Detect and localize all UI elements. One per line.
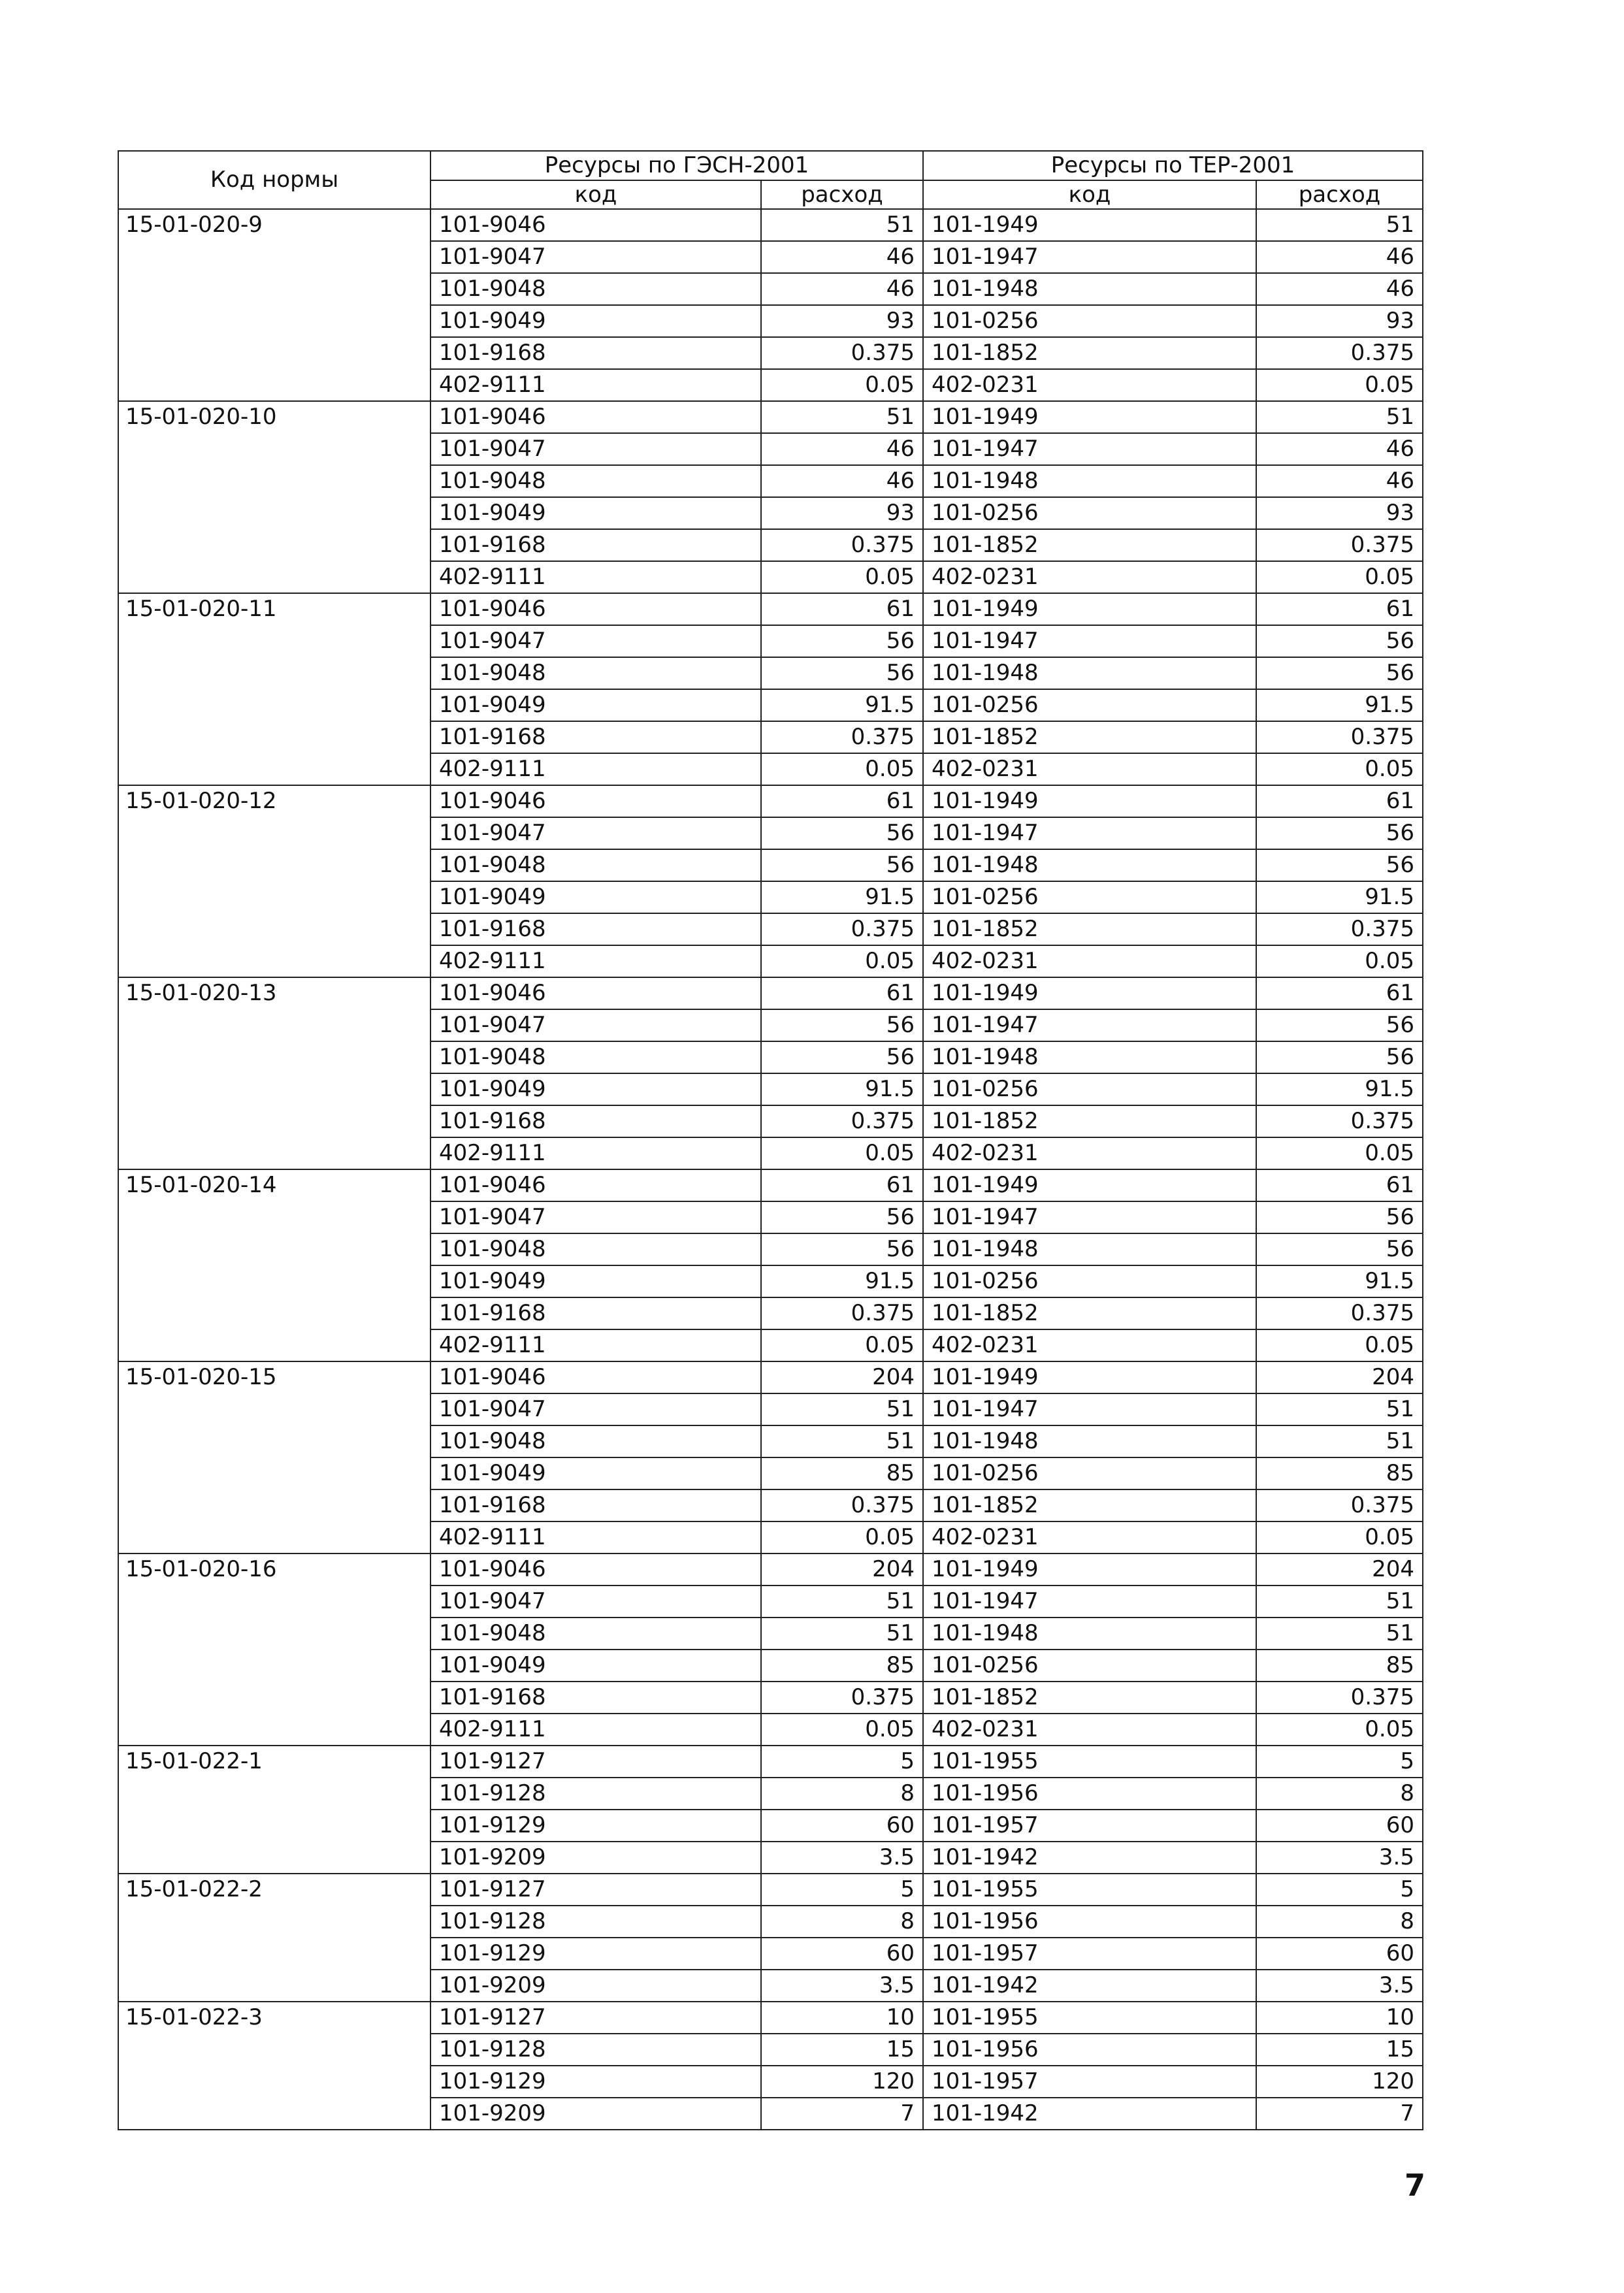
ter-consumption-cell: 51 [1256, 1393, 1423, 1425]
gesn-consumption-cell: 46 [761, 241, 923, 273]
gesn-consumption-cell: 0.05 [761, 945, 923, 977]
gesn-code-cell: 101-9168 [430, 529, 761, 561]
ter-code-cell: 101-0256 [923, 497, 1256, 529]
gesn-consumption-cell: 61 [761, 977, 923, 1009]
gesn-code-cell: 101-9046 [430, 209, 761, 241]
ter-consumption-cell: 51 [1256, 209, 1423, 241]
ter-consumption-cell: 0.05 [1256, 1521, 1423, 1553]
ter-consumption-cell: 56 [1256, 1201, 1423, 1233]
gesn-consumption-cell: 61 [761, 785, 923, 817]
gesn-code-cell: 101-9168 [430, 721, 761, 753]
gesn-consumption-cell: 91.5 [761, 1265, 923, 1297]
table-row [118, 209, 1423, 241]
ter-consumption-cell: 46 [1256, 433, 1423, 465]
gesn-consumption-cell: 3.5 [761, 1970, 923, 2002]
gesn-consumption-cell: 91.5 [761, 689, 923, 721]
ter-code-cell: 402-0231 [923, 1137, 1256, 1169]
header-gesn-consumption: расход [761, 180, 923, 209]
gesn-code-cell: 101-9127 [430, 2002, 761, 2034]
header-gesn-code: код [430, 180, 761, 209]
ter-code-cell: 101-1852 [923, 1105, 1256, 1137]
gesn-code-cell: 101-9046 [430, 785, 761, 817]
table-row [118, 1169, 1423, 1201]
ter-consumption-cell: 60 [1256, 1810, 1423, 1842]
table-row [118, 401, 1423, 433]
ter-code-cell: 101-1957 [923, 1810, 1256, 1842]
ter-code-cell: 101-1947 [923, 1393, 1256, 1425]
ter-code-cell: 101-1947 [923, 1009, 1256, 1041]
ter-code-cell: 101-1852 [923, 913, 1256, 945]
gesn-consumption-cell: 51 [761, 1393, 923, 1425]
gesn-code-cell: 402-9111 [430, 1521, 761, 1553]
gesn-consumption-cell: 51 [761, 1618, 923, 1650]
ter-consumption-cell: 5 [1256, 1746, 1423, 1778]
ter-code-cell: 101-1956 [923, 1906, 1256, 1938]
ter-code-cell: 101-1852 [923, 337, 1256, 369]
table-row [118, 1874, 1423, 1906]
gesn-consumption-cell: 0.05 [761, 369, 923, 401]
gesn-code-cell: 101-9209 [430, 1970, 761, 2002]
gesn-code-cell: 101-9047 [430, 625, 761, 657]
ter-code-cell: 101-1947 [923, 625, 1256, 657]
gesn-consumption-cell: 56 [761, 1041, 923, 1073]
gesn-code-cell: 101-9129 [430, 2066, 761, 2098]
gesn-code-cell: 101-9047 [430, 241, 761, 273]
ter-consumption-cell: 204 [1256, 1553, 1423, 1586]
norm-code-cell: 15-01-020-15 [118, 1361, 430, 1553]
ter-consumption-cell: 0.375 [1256, 913, 1423, 945]
ter-code-cell: 101-1947 [923, 1201, 1256, 1233]
table-row [118, 977, 1423, 1009]
ter-consumption-cell: 0.05 [1256, 1137, 1423, 1169]
gesn-consumption-cell: 15 [761, 2034, 923, 2066]
ter-consumption-cell: 56 [1256, 1041, 1423, 1073]
ter-code-cell: 402-0231 [923, 1521, 1256, 1553]
ter-consumption-cell: 0.375 [1256, 1297, 1423, 1329]
gesn-consumption-cell: 7 [761, 2098, 923, 2130]
gesn-consumption-cell: 8 [761, 1778, 923, 1810]
ter-consumption-cell: 0.375 [1256, 337, 1423, 369]
gesn-code-cell: 101-9046 [430, 1169, 761, 1201]
table-row [118, 593, 1423, 625]
ter-code-cell: 101-1947 [923, 817, 1256, 849]
gesn-code-cell: 101-9047 [430, 817, 761, 849]
gesn-code-cell: 101-9127 [430, 1874, 761, 1906]
ter-consumption-cell: 46 [1256, 273, 1423, 305]
ter-code-cell: 402-0231 [923, 369, 1256, 401]
ter-consumption-cell: 0.375 [1256, 1105, 1423, 1137]
gesn-consumption-cell: 85 [761, 1650, 923, 1682]
ter-consumption-cell: 93 [1256, 305, 1423, 337]
norm-code-cell: 15-01-020-12 [118, 785, 430, 977]
gesn-code-cell: 101-9046 [430, 401, 761, 433]
gesn-code-cell: 402-9111 [430, 753, 761, 785]
ter-code-cell: 101-1852 [923, 1682, 1256, 1714]
gesn-code-cell: 101-9046 [430, 1361, 761, 1393]
ter-code-cell: 402-0231 [923, 1329, 1256, 1361]
norm-code-cell: 15-01-022-1 [118, 1746, 430, 1874]
gesn-code-cell: 402-9111 [430, 1329, 761, 1361]
gesn-code-cell: 101-9048 [430, 849, 761, 881]
ter-consumption-cell: 120 [1256, 2066, 1423, 2098]
gesn-code-cell: 101-9049 [430, 1457, 761, 1489]
norm-code-cell: 15-01-020-13 [118, 977, 430, 1169]
gesn-consumption-cell: 0.05 [761, 1137, 923, 1169]
ter-code-cell: 101-1957 [923, 1938, 1256, 1970]
ter-code-cell: 101-0256 [923, 1457, 1256, 1489]
gesn-consumption-cell: 0.375 [761, 1297, 923, 1329]
ter-consumption-cell: 61 [1256, 1169, 1423, 1201]
table-row [118, 1361, 1423, 1393]
gesn-consumption-cell: 56 [761, 849, 923, 881]
gesn-code-cell: 101-9047 [430, 1201, 761, 1233]
ter-consumption-cell: 46 [1256, 241, 1423, 273]
gesn-consumption-cell: 91.5 [761, 1073, 923, 1105]
header-ter-consumption: расход [1256, 180, 1423, 209]
gesn-code-cell: 101-9048 [430, 465, 761, 497]
ter-consumption-cell: 51 [1256, 401, 1423, 433]
ter-consumption-cell: 91.5 [1256, 1265, 1423, 1297]
ter-consumption-cell: 56 [1256, 1009, 1423, 1041]
gesn-consumption-cell: 61 [761, 593, 923, 625]
gesn-consumption-cell: 56 [761, 1201, 923, 1233]
ter-code-cell: 101-1949 [923, 1169, 1256, 1201]
gesn-code-cell: 101-9049 [430, 1265, 761, 1297]
gesn-code-cell: 101-9168 [430, 337, 761, 369]
gesn-consumption-cell: 60 [761, 1938, 923, 1970]
gesn-code-cell: 101-9047 [430, 433, 761, 465]
gesn-code-cell: 101-9168 [430, 913, 761, 945]
ter-code-cell: 101-1852 [923, 529, 1256, 561]
gesn-consumption-cell: 51 [761, 401, 923, 433]
gesn-code-cell: 101-9048 [430, 273, 761, 305]
ter-consumption-cell: 56 [1256, 849, 1423, 881]
ter-code-cell: 101-1948 [923, 273, 1256, 305]
ter-code-cell: 101-1949 [923, 593, 1256, 625]
header-gesn-resources: Ресурсы по ГЭСН-2001 [430, 151, 923, 180]
header-ter-code: код [923, 180, 1256, 209]
ter-consumption-cell: 0.05 [1256, 369, 1423, 401]
gesn-code-cell: 402-9111 [430, 561, 761, 593]
gesn-code-cell: 101-9049 [430, 497, 761, 529]
ter-code-cell: 402-0231 [923, 1714, 1256, 1746]
ter-code-cell: 101-1948 [923, 1041, 1256, 1073]
ter-consumption-cell: 61 [1256, 593, 1423, 625]
header-row-1 [118, 151, 1423, 180]
ter-code-cell: 101-1955 [923, 2002, 1256, 2034]
ter-consumption-cell: 8 [1256, 1778, 1423, 1810]
ter-consumption-cell: 3.5 [1256, 1970, 1423, 2002]
gesn-code-cell: 101-9128 [430, 1906, 761, 1938]
gesn-code-cell: 101-9168 [430, 1297, 761, 1329]
gesn-code-cell: 101-9047 [430, 1009, 761, 1041]
gesn-code-cell: 101-9127 [430, 1746, 761, 1778]
resources-table [118, 150, 1423, 2130]
ter-code-cell: 101-0256 [923, 881, 1256, 913]
ter-code-cell: 101-1956 [923, 1778, 1256, 1810]
norm-code-cell: 15-01-022-2 [118, 1874, 430, 2002]
ter-code-cell: 101-1949 [923, 977, 1256, 1009]
header-norm-code: Код нормы [118, 151, 430, 209]
ter-code-cell: 101-1942 [923, 1842, 1256, 1874]
gesn-consumption-cell: 0.05 [761, 1521, 923, 1553]
table-row [118, 1746, 1423, 1778]
ter-code-cell: 101-1949 [923, 785, 1256, 817]
gesn-consumption-cell: 0.375 [761, 1682, 923, 1714]
ter-code-cell: 101-1949 [923, 1553, 1256, 1586]
ter-consumption-cell: 0.05 [1256, 561, 1423, 593]
ter-consumption-cell: 0.375 [1256, 1489, 1423, 1521]
ter-code-cell: 101-1948 [923, 465, 1256, 497]
gesn-code-cell: 101-9209 [430, 1842, 761, 1874]
norm-code-cell: 15-01-020-11 [118, 593, 430, 785]
ter-code-cell: 101-1956 [923, 2034, 1256, 2066]
table-body [118, 209, 1423, 2130]
ter-code-cell: 101-1948 [923, 849, 1256, 881]
ter-code-cell: 101-1947 [923, 433, 1256, 465]
ter-consumption-cell: 93 [1256, 497, 1423, 529]
gesn-consumption-cell: 0.05 [761, 753, 923, 785]
gesn-consumption-cell: 204 [761, 1361, 923, 1393]
gesn-consumption-cell: 0.05 [761, 1714, 923, 1746]
norm-code-cell: 15-01-022-3 [118, 2002, 430, 2130]
gesn-code-cell: 101-9168 [430, 1105, 761, 1137]
gesn-code-cell: 101-9048 [430, 1618, 761, 1650]
gesn-code-cell: 402-9111 [430, 1137, 761, 1169]
gesn-code-cell: 101-9129 [430, 1938, 761, 1970]
ter-consumption-cell: 0.375 [1256, 529, 1423, 561]
ter-consumption-cell: 61 [1256, 785, 1423, 817]
table-row [118, 1553, 1423, 1586]
ter-code-cell: 101-1852 [923, 1489, 1256, 1521]
ter-code-cell: 101-1948 [923, 1425, 1256, 1457]
ter-code-cell: 101-0256 [923, 1650, 1256, 1682]
ter-code-cell: 101-1852 [923, 721, 1256, 753]
gesn-code-cell: 402-9111 [430, 1714, 761, 1746]
ter-code-cell: 101-1948 [923, 1618, 1256, 1650]
ter-consumption-cell: 0.05 [1256, 1714, 1423, 1746]
ter-consumption-cell: 5 [1256, 1874, 1423, 1906]
header-ter-resources: Ресурсы по ТЕР-2001 [923, 151, 1423, 180]
gesn-code-cell: 101-9128 [430, 1778, 761, 1810]
gesn-consumption-cell: 0.375 [761, 529, 923, 561]
gesn-code-cell: 101-9046 [430, 1553, 761, 1586]
ter-code-cell: 101-1942 [923, 2098, 1256, 2130]
ter-consumption-cell: 61 [1256, 977, 1423, 1009]
ter-consumption-cell: 7 [1256, 2098, 1423, 2130]
gesn-code-cell: 101-9046 [430, 593, 761, 625]
ter-consumption-cell: 0.375 [1256, 1682, 1423, 1714]
ter-code-cell: 402-0231 [923, 561, 1256, 593]
ter-code-cell: 101-1942 [923, 1970, 1256, 2002]
ter-code-cell: 101-1955 [923, 1746, 1256, 1778]
ter-consumption-cell: 91.5 [1256, 881, 1423, 913]
ter-code-cell: 101-1955 [923, 1874, 1256, 1906]
gesn-consumption-cell: 5 [761, 1746, 923, 1778]
norm-code-cell: 15-01-020-10 [118, 401, 430, 593]
gesn-code-cell: 101-9046 [430, 977, 761, 1009]
ter-consumption-cell: 0.05 [1256, 753, 1423, 785]
ter-consumption-cell: 0.05 [1256, 1329, 1423, 1361]
gesn-consumption-cell: 0.375 [761, 913, 923, 945]
ter-code-cell: 101-1948 [923, 1233, 1256, 1265]
ter-code-cell: 101-1947 [923, 241, 1256, 273]
ter-consumption-cell: 91.5 [1256, 689, 1423, 721]
ter-code-cell: 101-0256 [923, 1073, 1256, 1105]
gesn-consumption-cell: 0.05 [761, 1329, 923, 1361]
ter-consumption-cell: 91.5 [1256, 1073, 1423, 1105]
ter-code-cell: 101-1947 [923, 1586, 1256, 1618]
gesn-consumption-cell: 46 [761, 273, 923, 305]
gesn-consumption-cell: 5 [761, 1874, 923, 1906]
gesn-code-cell: 101-9209 [430, 2098, 761, 2130]
gesn-consumption-cell: 0.375 [761, 721, 923, 753]
gesn-consumption-cell: 0.05 [761, 561, 923, 593]
gesn-consumption-cell: 46 [761, 465, 923, 497]
ter-code-cell: 101-1852 [923, 1297, 1256, 1329]
ter-code-cell: 101-0256 [923, 1265, 1256, 1297]
gesn-code-cell: 101-9128 [430, 2034, 761, 2066]
norm-code-cell: 15-01-020-14 [118, 1169, 430, 1361]
gesn-consumption-cell: 56 [761, 625, 923, 657]
ter-code-cell: 101-1948 [923, 657, 1256, 689]
gesn-consumption-cell: 56 [761, 817, 923, 849]
ter-consumption-cell: 51 [1256, 1618, 1423, 1650]
ter-consumption-cell: 56 [1256, 817, 1423, 849]
gesn-consumption-cell: 0.375 [761, 337, 923, 369]
ter-consumption-cell: 51 [1256, 1425, 1423, 1457]
ter-code-cell: 402-0231 [923, 945, 1256, 977]
ter-consumption-cell: 15 [1256, 2034, 1423, 2066]
gesn-consumption-cell: 46 [761, 433, 923, 465]
gesn-code-cell: 101-9168 [430, 1682, 761, 1714]
table-row [118, 785, 1423, 817]
page-number: 7 [1405, 2168, 1426, 2203]
gesn-code-cell: 101-9049 [430, 1650, 761, 1682]
gesn-code-cell: 101-9048 [430, 1425, 761, 1457]
ter-consumption-cell: 56 [1256, 657, 1423, 689]
ter-consumption-cell: 56 [1256, 625, 1423, 657]
ter-consumption-cell: 8 [1256, 1906, 1423, 1938]
ter-consumption-cell: 0.375 [1256, 721, 1423, 753]
ter-code-cell: 402-0231 [923, 753, 1256, 785]
gesn-code-cell: 402-9111 [430, 369, 761, 401]
norm-code-cell: 15-01-020-9 [118, 209, 430, 401]
gesn-consumption-cell: 56 [761, 1233, 923, 1265]
gesn-consumption-cell: 60 [761, 1810, 923, 1842]
norm-code-cell: 15-01-020-16 [118, 1553, 430, 1746]
gesn-code-cell: 101-9047 [430, 1393, 761, 1425]
ter-consumption-cell: 85 [1256, 1650, 1423, 1682]
gesn-consumption-cell: 51 [761, 1425, 923, 1457]
gesn-consumption-cell: 56 [761, 657, 923, 689]
ter-consumption-cell: 51 [1256, 1586, 1423, 1618]
ter-code-cell: 101-1949 [923, 401, 1256, 433]
gesn-consumption-cell: 91.5 [761, 881, 923, 913]
gesn-consumption-cell: 0.375 [761, 1105, 923, 1137]
gesn-code-cell: 101-9047 [430, 1586, 761, 1618]
gesn-consumption-cell: 3.5 [761, 1842, 923, 1874]
gesn-consumption-cell: 10 [761, 2002, 923, 2034]
ter-consumption-cell: 60 [1256, 1938, 1423, 1970]
gesn-consumption-cell: 61 [761, 1169, 923, 1201]
gesn-code-cell: 101-9048 [430, 1041, 761, 1073]
gesn-consumption-cell: 85 [761, 1457, 923, 1489]
ter-consumption-cell: 56 [1256, 1233, 1423, 1265]
ter-consumption-cell: 85 [1256, 1457, 1423, 1489]
ter-consumption-cell: 3.5 [1256, 1842, 1423, 1874]
gesn-code-cell: 101-9049 [430, 1073, 761, 1105]
ter-code-cell: 101-1957 [923, 2066, 1256, 2098]
gesn-code-cell: 101-9049 [430, 689, 761, 721]
gesn-consumption-cell: 93 [761, 497, 923, 529]
gesn-code-cell: 101-9049 [430, 305, 761, 337]
ter-code-cell: 101-1949 [923, 1361, 1256, 1393]
ter-consumption-cell: 204 [1256, 1361, 1423, 1393]
gesn-consumption-cell: 93 [761, 305, 923, 337]
ter-code-cell: 101-0256 [923, 305, 1256, 337]
gesn-code-cell: 402-9111 [430, 945, 761, 977]
gesn-code-cell: 101-9168 [430, 1489, 761, 1521]
gesn-consumption-cell: 120 [761, 2066, 923, 2098]
ter-consumption-cell: 10 [1256, 2002, 1423, 2034]
gesn-consumption-cell: 204 [761, 1553, 923, 1586]
ter-consumption-cell: 46 [1256, 465, 1423, 497]
gesn-consumption-cell: 56 [761, 1009, 923, 1041]
gesn-code-cell: 101-9049 [430, 881, 761, 913]
gesn-code-cell: 101-9129 [430, 1810, 761, 1842]
gesn-consumption-cell: 51 [761, 209, 923, 241]
gesn-code-cell: 101-9048 [430, 1233, 761, 1265]
ter-code-cell: 101-1949 [923, 209, 1256, 241]
table-row [118, 2002, 1423, 2034]
ter-code-cell: 101-0256 [923, 689, 1256, 721]
gesn-consumption-cell: 51 [761, 1586, 923, 1618]
gesn-consumption-cell: 0.375 [761, 1489, 923, 1521]
ter-consumption-cell: 0.05 [1256, 945, 1423, 977]
gesn-consumption-cell: 8 [761, 1906, 923, 1938]
gesn-code-cell: 101-9048 [430, 657, 761, 689]
